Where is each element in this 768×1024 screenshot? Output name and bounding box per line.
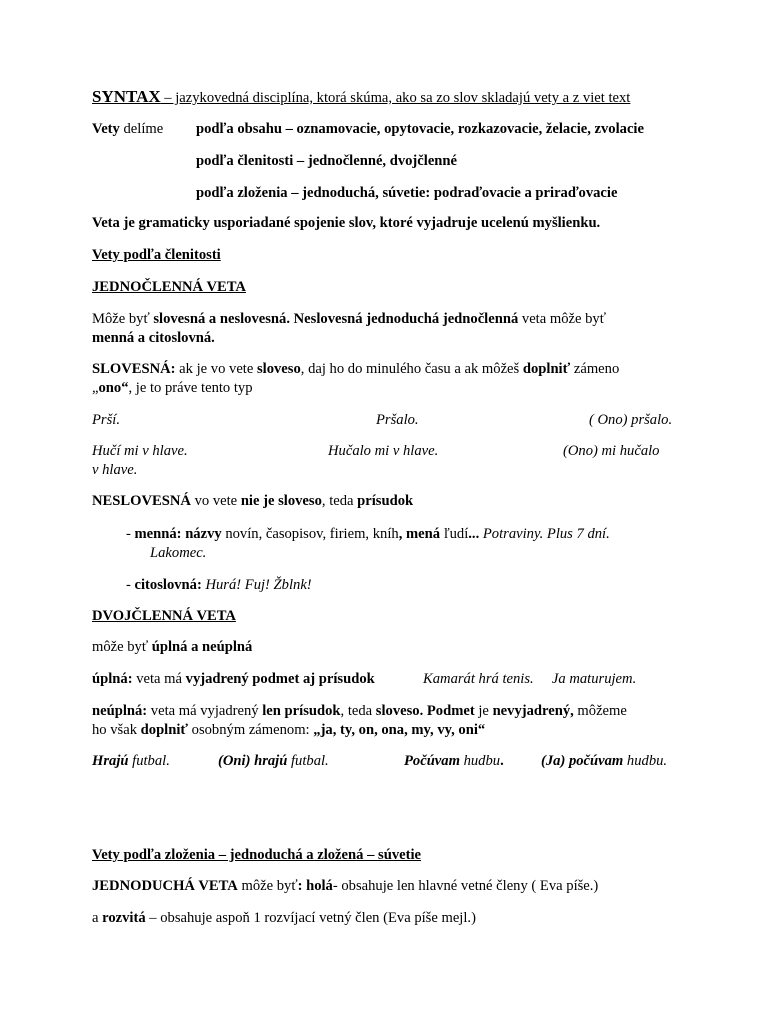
text: a <box>92 910 103 926</box>
text-bold: vyjadrený podmet aj prísudok <box>185 671 375 687</box>
text: vo vete <box>190 493 241 509</box>
text-bold: len prísudok <box>262 703 341 719</box>
complete-examples: Kamarát hrá tenis. Ja maturujem. <box>423 671 637 687</box>
nominal-item-line2: Lakomec. <box>150 545 207 561</box>
text-bold: „ja, ty, on, ona, my, vy, oni“ <box>313 722 486 738</box>
text: ak je vo vete <box>175 361 257 377</box>
text: môže byť <box>237 878 298 894</box>
text-bold: nie je sloveso <box>240 493 322 509</box>
text: je <box>474 703 493 719</box>
verbal-rule-line1 <box>92 360 619 379</box>
example-dot: . <box>500 753 504 769</box>
example-text: futbal. <box>287 753 329 769</box>
sentence-division-line <box>92 120 163 139</box>
text: , je to práve tento typ <box>128 380 253 396</box>
example-hraju <box>92 752 170 771</box>
text-bold: nevyjadrený, <box>492 703 574 719</box>
example-text: hudbu. <box>623 753 668 769</box>
text-bold: holá <box>302 878 333 894</box>
incomplete-label: neúplná: <box>92 703 148 719</box>
list-dash: - <box>126 526 135 542</box>
text-bold: : <box>297 878 303 894</box>
division-by-composition: podľa zloženia – jednoduchá, súvetie: podraďovacie a priraďovacie <box>196 185 618 201</box>
example-ono-hucalo-cont: v hlave. <box>92 462 138 478</box>
interjection-label: citoslovná: <box>134 577 202 593</box>
example-huci: Hučí mi v hlave. <box>92 443 188 459</box>
text: ho však <box>92 722 141 738</box>
text-bold: úplná a neúplná <box>151 639 253 655</box>
nominal-item-line1 <box>126 525 610 544</box>
example-text: Hurá! Fuj! Žblnk! <box>201 577 312 593</box>
text-bold: slovesná a neslovesná <box>153 311 287 327</box>
division-by-structure: podľa členitosti – jednočlenné, dvojčlenné <box>196 153 458 169</box>
interjection-item <box>126 576 312 595</box>
example-text: hudbu <box>459 753 501 769</box>
two-member-intro <box>92 638 252 657</box>
text: zámeno <box>570 361 620 377</box>
division-lead: delíme <box>119 121 164 137</box>
list-dash: - <box>126 577 135 593</box>
text: - obsahuje len hlavné vetné členy ( Eva píše.) <box>332 878 599 894</box>
simple-sentence-line <box>92 877 598 896</box>
text: , teda <box>340 703 376 719</box>
example-ono-hucalo: (Ono) mi hučalo <box>563 443 660 459</box>
text: osobným zámenom: <box>188 722 314 738</box>
text-bold: Neslovesná jednoduchá jednočlenná <box>293 311 519 327</box>
text-bold: doplniť <box>140 722 189 738</box>
text-bold: Podmet <box>426 703 475 719</box>
simple-label: JEDNODUCHÁ VETA <box>92 878 238 894</box>
division-lead-bold: Vety <box>92 121 120 137</box>
example-verb: (Oni) hrajú <box>218 753 288 769</box>
text-bold: doplniť <box>522 361 571 377</box>
text: novín, časopisov, firiem, kníh <box>221 526 399 542</box>
example-verb: (Ja) počúvam <box>541 753 624 769</box>
example-verb: Počúvam <box>404 753 460 769</box>
one-member-heading: JEDNOČLENNÁ VETA <box>92 279 246 295</box>
example-prsalo: Pršalo. <box>376 412 419 428</box>
division-by-content: podľa obsahu – oznamovacie, opytovacie, rozkazovacie, želacie, zvolacie <box>196 121 644 137</box>
syntax-definition-line <box>92 86 630 108</box>
text: môžeme <box>573 703 627 719</box>
text: môže byť <box>92 639 152 655</box>
example-oni-hraju <box>218 752 329 771</box>
incomplete-rule-line2 <box>92 721 485 740</box>
example-ono-prsalo: ( Ono) pršalo. <box>589 412 673 428</box>
nominal-label: menná: názvy <box>134 526 222 542</box>
text: – obsahuje aspoň 1 rozvíjací vetný člen (Eva píše mejl.) <box>145 910 476 926</box>
example-text: Potraviny. Plus 7 dní. <box>482 526 610 542</box>
sentence-definition: Veta je gramaticky usporiadané spojenie slov, ktoré vyjadruje ucelenú myšlienku. <box>92 215 601 231</box>
text: veta má vyjadrený <box>147 703 263 719</box>
composition-heading: Vety podľa zloženia – jednoduchá a zložená – súvetie <box>92 847 421 863</box>
example-pocuvam <box>404 752 504 771</box>
incomplete-rule-line1 <box>92 702 627 721</box>
text-bold: ... <box>468 526 483 542</box>
syntax-definition: – jazykovedná disciplína, ktorá skúma, ako sa zo slov skladajú vety a z viet text <box>160 90 631 106</box>
example-prsi: Prší. <box>92 412 120 428</box>
complete-rule <box>92 670 375 689</box>
two-member-heading: DVOJČLENNÁ VETA <box>92 608 236 624</box>
nonverbal-label: NESLOVESNÁ <box>92 493 191 509</box>
text: „ <box>92 380 99 396</box>
example-ja-pocuvam <box>541 752 667 771</box>
example-verb: Hrajú <box>92 753 129 769</box>
verbal-label: SLOVESNÁ: <box>92 361 176 377</box>
text-bold: prísudok <box>357 493 414 509</box>
text-bold: rozvitá <box>102 910 146 926</box>
text-bold: sloveso <box>256 361 301 377</box>
text: Môže byť <box>92 311 154 327</box>
nonverbal-rule <box>92 492 413 511</box>
one-member-intro-line2: menná a citoslovná. <box>92 330 215 346</box>
text: veta má <box>132 671 186 687</box>
verbal-rule-line2 <box>92 379 253 398</box>
text: ľudí <box>440 526 469 542</box>
text: , daj ho do minulého času a ak môžeš <box>300 361 523 377</box>
structure-heading: Vety podľa členitosti <box>92 247 221 263</box>
example-hucalo: Hučalo mi v hlave. <box>328 443 439 459</box>
text: , teda <box>321 493 358 509</box>
text-bold: , mená <box>398 526 441 542</box>
one-member-intro-line1 <box>92 310 606 329</box>
text-bold: ono“ <box>98 380 129 396</box>
syntax-term: SYNTAX <box>92 87 161 106</box>
extended-sentence-line <box>92 909 476 928</box>
text-bold: sloveso. <box>375 703 424 719</box>
example-text: futbal. <box>128 753 170 769</box>
complete-label: úplná: <box>92 671 133 687</box>
text: veta môže byť <box>518 311 606 327</box>
text-bold: . <box>286 311 294 327</box>
